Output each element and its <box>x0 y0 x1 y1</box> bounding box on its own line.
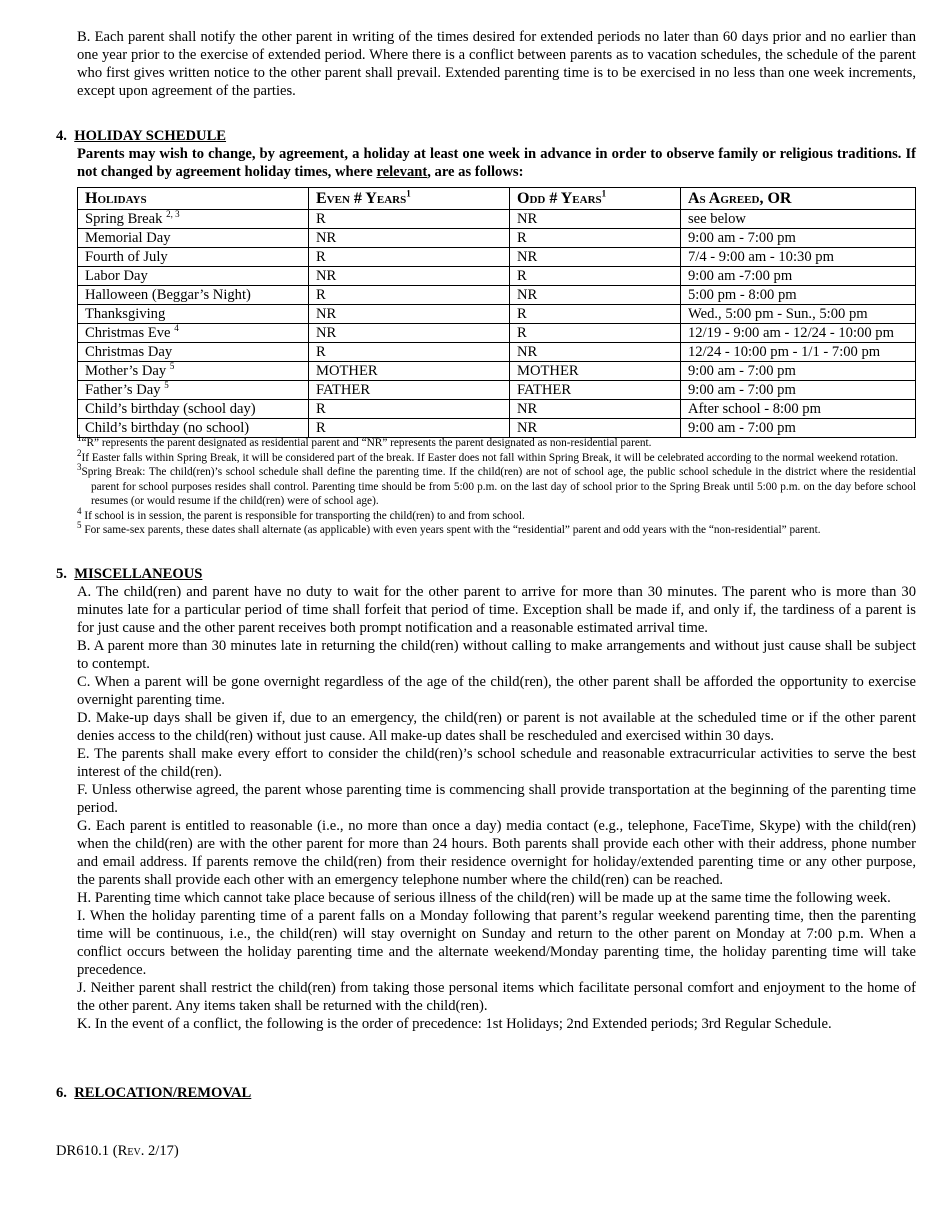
table-row <box>78 343 916 362</box>
footnote: $^4$ If school is in session, the parent is responsible for transporting the child(ren) to and from school. <box>77 505 525 522</box>
as-agreed-cell: 9:00 am - 7:00 pm <box>681 362 916 381</box>
even-years-cell: NR <box>309 305 510 324</box>
holiday-table <box>77 187 916 438</box>
holiday-cell: Child’s birthday (school day) <box>78 400 309 419</box>
miscellaneous-section <box>56 565 916 1033</box>
holiday-cell: Labor Day <box>78 267 309 286</box>
even-years-cell: NR <box>309 229 510 248</box>
holiday-cell: Memorial Day <box>78 229 309 248</box>
even-years-cell: NR <box>309 267 510 286</box>
table-row <box>78 229 916 248</box>
holiday-cell: Halloween (Beggar’s Night) <box>78 286 309 305</box>
section-number: 6. <box>56 1085 67 1101</box>
table-row <box>78 324 916 343</box>
odd-years-cell: R <box>510 267 681 286</box>
odd-years-cell: NR <box>510 286 681 305</box>
as-agreed-cell: 9:00 am - 7:00 pm <box>681 419 916 438</box>
footnote: $^3$Spring Break: The child(ren)’s school schedule shall define the parenting time. If the child(ren) are not of school age, the public school schedule in the district where the residential parent for school purposes resides shall control. Parenting time should be from 5:00 p.m. on the last day of school prior to the Spring Break until 5:00 p.m. on the day before school resumes (or would resume if the child(ren) were of school age). <box>77 462 916 507</box>
section-5-heading <box>56 565 916 583</box>
table-row <box>78 305 916 324</box>
table-row <box>78 419 916 438</box>
even-years-cell: NR <box>309 324 510 343</box>
table-row <box>78 400 916 419</box>
holiday-cell: Thanksgiving <box>78 305 309 324</box>
odd-years-cell: MOTHER <box>510 362 681 381</box>
odd-years-cell: NR <box>510 400 681 419</box>
odd-years-cell: NR <box>510 210 681 229</box>
as-agreed-cell: 9:00 am -7:00 pm <box>681 267 916 286</box>
as-agreed-cell: Wed., 5:00 pm - Sun., 5:00 pm <box>681 305 916 324</box>
misc-item: C. When a parent will be gone overnight regardless of the age of the child(ren), the other parent shall be afforded the opportunity to exercise overnight parenting time. <box>77 674 916 708</box>
table-row <box>78 210 916 229</box>
even-years-cell: R <box>309 286 510 305</box>
table-row <box>78 248 916 267</box>
section-title: MISCELLANEOUS <box>74 566 203 582</box>
holiday-cell: Child’s birthday (no school) <box>78 419 309 438</box>
even-years-cell: R <box>309 419 510 438</box>
even-years-cell: R <box>309 400 510 419</box>
footnote: $^1$“R” represents the parent designated as residential parent and “NR” represents the parent designated as non-residential parent. <box>77 433 652 449</box>
as-agreed-cell: After school - 8:00 pm <box>681 400 916 419</box>
odd-years-cell: R <box>510 324 681 343</box>
as-agreed-cell: 12/24 - 10:00 pm - 1/1 - 7:00 pm <box>681 343 916 362</box>
relocation-section <box>56 1084 916 1102</box>
misc-item: E. The parents shall make every effort to consider the child(ren)’s school schedule and reasonable extracurricular activities to serve the best interest of the child(ren). <box>77 746 916 780</box>
holiday-cell: Fourth of July <box>78 248 309 267</box>
form-number: DR610.1 <box>56 1143 110 1159</box>
column-header: Holidays <box>78 188 309 210</box>
even-years-cell: R <box>309 210 510 229</box>
form-revision: (Rev. 2/17) <box>112 1143 179 1159</box>
column-header: Odd # Years$^1$ <box>510 188 681 210</box>
holiday-cell: Mother’s Day $^5$ <box>78 362 309 381</box>
footnote: $^5$ For same-sex parents, these dates shall alternate (as applicable) with even years spent with the “residential” parent and odd years with the “non-residential” parent. <box>77 520 821 536</box>
misc-item: B. A parent more than 30 minutes late in returning the child(ren) without calling to make arrangements and without just cause shall be subject to contempt. <box>77 638 916 672</box>
holiday-schedule-section <box>56 127 916 181</box>
misc-item: F. Unless otherwise agreed, the parent whose parenting time is commencing shall provide transportation at the beginning of the parenting time period. <box>77 782 916 816</box>
section-title: HOLIDAY SCHEDULE <box>74 128 227 144</box>
odd-years-cell: NR <box>510 248 681 267</box>
table-row <box>78 362 916 381</box>
holiday-cell: Christmas Eve $^4$ <box>78 324 309 343</box>
section-number: 4. <box>56 128 67 144</box>
odd-years-cell: NR <box>510 343 681 362</box>
footnotes <box>77 433 916 538</box>
misc-item: K. In the event of a conflict, the following is the order of precedence: 1st Holidays; 2nd Extended periods; 3rd Regular Schedule. <box>77 1016 832 1032</box>
misc-item: G. Each parent is entitled to reasonable (i.e., no more than once a day) media contact (e.g., telephone, FaceTime, Skype) with the child(ren) when the child(ren) are with the other parent for more than 24 hours. Both parents shall provide each other with their address, phone number and email address. If parents remove the child(ren) from their residence overnight for holiday/extended parenting time or any other purpose, the parents shall provide each other with an emergency telephone number where the child(ren) can be reached. <box>77 818 916 888</box>
even-years-cell: R <box>309 343 510 362</box>
form-footer <box>56 1142 179 1160</box>
odd-years-cell: R <box>510 229 681 248</box>
intro-text-end: , are as follows: <box>427 164 524 180</box>
section-title: RELOCATION/REMOVAL <box>74 1085 252 1101</box>
table-row <box>78 381 916 400</box>
holiday-cell: Father’s Day $^5$ <box>78 381 309 400</box>
even-years-cell: FATHER <box>309 381 510 400</box>
column-header: As Agreed, OR <box>681 188 916 210</box>
as-agreed-cell: 9:00 am - 7:00 pm <box>681 229 916 248</box>
odd-years-cell: NR <box>510 419 681 438</box>
as-agreed-cell: 12/19 - 9:00 am - 12/24 - 10:00 pm <box>681 324 916 343</box>
as-agreed-cell: see below <box>681 210 916 229</box>
table-row <box>78 286 916 305</box>
misc-item: H. Parenting time which cannot take place because of serious illness of the child(ren) will be made up at the same time the following week. <box>77 890 891 906</box>
misc-item: D. Make-up days shall be given if, due to an emergency, the child(ren) or parent is not available at the scheduled time or if the other parent denies access to the child(ren) without just cause. All make-up dates shall be rescheduled and exercised within 30 days. <box>77 710 916 744</box>
even-years-cell: MOTHER <box>309 362 510 381</box>
column-header: Even # Years$^1$ <box>309 188 510 210</box>
table-row <box>78 267 916 286</box>
misc-item: J. Neither parent shall restrict the child(ren) from taking those personal items which facilitate personal comfort and enjoyment to the home of the other parent. Any items taken shall be returned with the child(ren). <box>77 980 916 1014</box>
misc-item: A. The child(ren) and parent have no duty to wait for the other parent to arrive for more than 30 minutes. The parent who is more than 30 minutes late for a particular period of time shall forfeit that period of time. Exception shall be made if, and only if, the tardiness of a parent is for just cause and the other parent receives both prompt notification and a reasonable estimated arrival time. <box>77 584 916 636</box>
intro-text: Parents may wish to change, by agreement, a holiday at least one week in advance in order to observe family or religious traditions. If not changed by agreement holiday times, where <box>77 146 916 180</box>
misc-item: I. When the holiday parenting time of a parent falls on a Monday following that parent’s regular weekend parenting time, then the parenting time will be continuous, i.e., the child(ren) will stay overnight on Sunday and return to the other parent on Monday at 7:00 p.m. When a conflict occurs between the holiday parenting time and the alternate weekend/Monday parenting time, the holiday parenting time will take precedence. <box>77 908 916 978</box>
odd-years-cell: FATHER <box>510 381 681 400</box>
even-years-cell: R <box>309 248 510 267</box>
odd-years-cell: R <box>510 305 681 324</box>
miscellaneous-items <box>77 583 916 1033</box>
section-number: 5. <box>56 566 67 582</box>
footnote: $^2$If Easter falls within Spring Break, it will be considered part of the break. If Easter does not fall within Spring Break, it will be celebrated according to the normal weekend rotation. <box>77 447 899 464</box>
holiday-cell: Spring Break $^{2, 3}$ <box>78 210 309 229</box>
as-agreed-cell: 5:00 pm - 8:00 pm <box>681 286 916 305</box>
as-agreed-cell: 7/4 - 9:00 am - 10:30 pm <box>681 248 916 267</box>
extended-periods-paragraph-b: B. Each parent shall notify the other parent in writing of the times desired for extended periods no later than 60 days prior and no earlier than one year prior to the exercise of extended period. Where there is a conflict between parents as to vacation schedules, the schedule of the parent who first gives written notice to the other parent shall prevail. Extended parenting time is to be exercised in no less than one week increments, except upon agreement of the parties. <box>77 29 916 99</box>
table-header-row <box>78 188 916 210</box>
as-agreed-cell: 9:00 am - 7:00 pm <box>681 381 916 400</box>
section-6-heading <box>56 1084 916 1102</box>
intro-underlined-word: relevant <box>376 164 428 180</box>
section-4-heading <box>56 127 916 145</box>
holiday-intro <box>77 145 916 181</box>
holiday-cell: Christmas Day <box>78 343 309 362</box>
